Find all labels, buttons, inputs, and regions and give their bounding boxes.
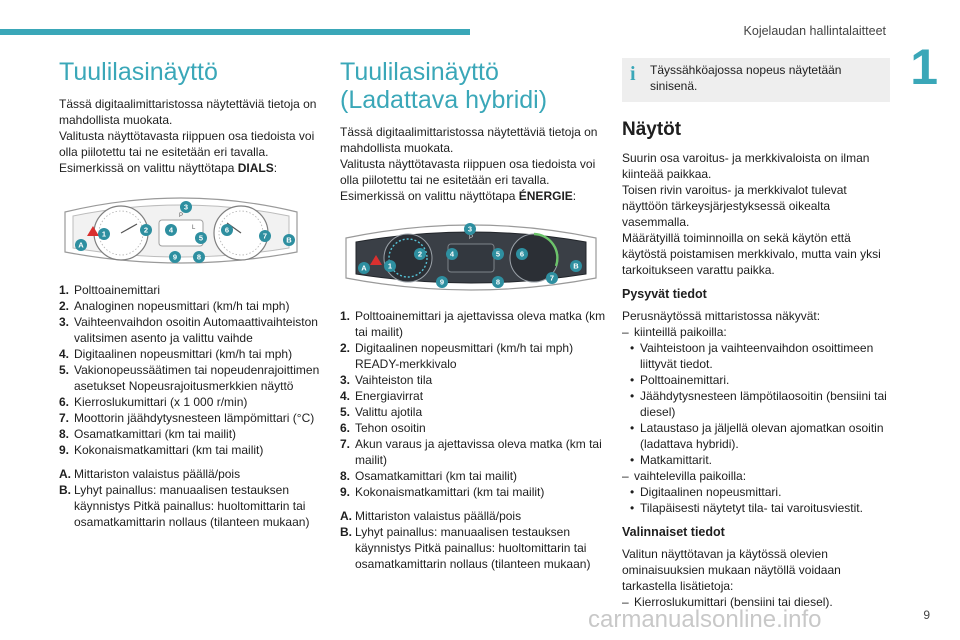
legend-list	[59, 282, 327, 458]
list-item: 3. Vaihteiston tila	[340, 373, 433, 387]
legend-list-letters	[59, 466, 327, 530]
list-item: 9. Kokonaismatkamittari (km tai mailit)	[340, 485, 545, 499]
marker-b: B	[286, 235, 292, 245]
marker-3: 3	[183, 202, 189, 212]
intro-line: Toisen rivin varoitus- ja merkkivalot tulevat näyttöön tärkeysjärjestyksessä oikealta vasemmalla.	[622, 183, 847, 229]
column-dials	[59, 58, 327, 530]
marker-6: 6	[519, 249, 525, 259]
marker-1: 1	[387, 261, 393, 271]
marker-9: 9	[172, 252, 178, 262]
marker-3: 3	[467, 224, 473, 234]
indicator-p: P	[179, 213, 184, 219]
bullet-item: • Lataustaso ja jäljellä olevan ajomatkan osoitin (ladattava hybridi).	[630, 421, 884, 451]
marker-a: A	[361, 263, 367, 273]
dash-item: – kiinteillä paikoilla:	[622, 325, 727, 339]
list-item: 1. Polttoainemittari ja ajettavissa oleva matka (km tai mailit)	[340, 309, 606, 339]
marker-8: 8	[196, 252, 202, 262]
list-item: 1. Polttoainemittari	[59, 283, 161, 297]
intro-line: Valitusta näyttötavasta riippuen osa tiedoista voi olla piilotettu tai ne esitetään eri tavalla.	[340, 157, 596, 187]
intro-line: Määrätyillä toiminnoilla on sekä käytön että käytöstä poistamisen merkkivalo, mutta vain yksi tarkoitukseen varattu paikka.	[622, 231, 881, 277]
sub-intro: Valitun näyttötavan ja käytössä olevien ominaisuuksien mukaan näytöllä voidaan tarkastella lisätietoja:	[622, 547, 841, 593]
indicator-p: P	[469, 235, 474, 241]
list-item: 4. Digitaalinen nopeusmittari (km/h tai mph)	[59, 347, 293, 361]
subheading-optional: Valinnaiset tiedot	[622, 525, 725, 539]
marker-4: 4	[168, 225, 174, 235]
cluster-illustration	[59, 190, 303, 270]
intro-line: Tässä digitaalimittaristossa näytettäviä tietoja on mahdollista muokata.	[340, 125, 598, 155]
list-item: 6. Kierroslukumittari (x 1 000 r/min)	[59, 395, 248, 409]
dash-item: – vaihtelevilla paikoilla:	[622, 469, 747, 483]
list-item: 3. Vaihteenvaihdon osoitin Automaattivaihteiston valitsimen asento ja valittu vaihde	[59, 315, 318, 345]
subheading-fixed: Pysyvät tiedot	[622, 287, 707, 301]
marker-5: 5	[198, 233, 204, 243]
bullet-item: • Vaihteistoon ja vaihteenvaihdon osoittimeen liittyvät tiedot.	[630, 341, 874, 371]
marker-5: 5	[495, 249, 501, 259]
bullet-item: • Matkamittarit.	[630, 453, 713, 467]
list-item: 5. Valittu ajotila	[340, 405, 423, 419]
column-displays	[622, 58, 890, 610]
list-item: A. Mittariston valaistus päällä/pois	[59, 467, 241, 481]
legend-list-letters	[340, 508, 608, 572]
list-item: 9. Kokonaismatkamittari (km tai mailit)	[59, 443, 264, 457]
list-item: 7. Moottorin jäähdytysnesteen lämpömittari (°C)	[59, 411, 315, 425]
dash-item: – Kierroslukumittari (bensiini tai diesel).	[622, 595, 833, 609]
column-energy	[340, 58, 608, 572]
marker-7: 7	[549, 273, 555, 283]
marker-2: 2	[143, 225, 149, 235]
list-item: 4. Energiavirrat	[340, 389, 424, 403]
marker-b: B	[573, 261, 579, 271]
intro-line: Suurin osa varoitus- ja merkkivaloista on ilman kiinteää paikkaa.	[622, 151, 870, 181]
running-header: Kojelaudan hallintalaitteet	[743, 24, 886, 38]
list-item: 8. Osamatkamittari (km tai mailit)	[340, 469, 518, 483]
list-item: 5. Vakionopeussäätimen tai nopeudenrajoittimen asetukset Nopeusrajoitusmerkkien näyttö	[59, 363, 320, 393]
cluster-diagram-dials	[59, 190, 327, 270]
marker-4: 4	[449, 249, 455, 259]
list-item: 7. Akun varaus ja ajettavissa oleva matka (km tai mailit)	[340, 437, 602, 467]
intro-line: Tässä digitaalimittaristossa näytettäviä tietoja on mahdollista muokata.	[59, 97, 317, 127]
page-number: 9	[923, 608, 930, 622]
list-item: 2. Digitaalinen nopeusmittari (km/h tai mph) READY-merkkivalo	[340, 341, 574, 371]
bullet-item: • Polttoainemittari.	[630, 373, 730, 387]
sub-intro: Perusnäytössä mittaristossa näkyvät:	[622, 309, 821, 323]
intro-line: Valitusta näyttötavasta riippuen osa tiedoista voi olla piilotettu tai ne esitetään eri tavalla.	[59, 129, 315, 159]
marker-8: 8	[495, 277, 501, 287]
list-item: A. Mittariston valaistus päällä/pois	[340, 509, 522, 523]
example-line: Esimerkissä on valittu näyttötapa DIALS:	[59, 161, 278, 175]
cluster-diagram-energy	[340, 218, 608, 296]
marker-a: A	[78, 240, 84, 250]
watermark-link[interactable]: carmanualsonline.info	[588, 606, 822, 633]
section-title: Tuulilasinäyttö (Ladattava hybridi)	[340, 58, 548, 114]
bullet-item: • Tilapäisesti näytetyt tila- tai varoitusviestit.	[630, 501, 863, 515]
indicator-l: L	[192, 225, 196, 231]
list-item: B. Lyhyt painallus: manuaalisen testauksen käynnistys Pitkä painallus: huoltomittarin tai osamatkamittarin nollaus (tilanteen mukaan)	[59, 483, 310, 529]
marker-6: 6	[224, 225, 230, 235]
list-item: 6. Tehon osoitin	[340, 421, 426, 435]
example-line: Esimerkissä on valittu näyttötapa ÉNERGIE:	[340, 189, 577, 203]
chapter-number: 1	[910, 39, 938, 95]
legend-list	[340, 308, 608, 500]
info-text: Täyssähköajossa nopeus näytetään sinisenä.	[650, 63, 842, 93]
header-accent-bar	[0, 29, 470, 35]
marker-9: 9	[439, 277, 445, 287]
info-icon: i	[630, 63, 636, 85]
list-item: 2. Analoginen nopeusmittari (km/h tai mph)	[59, 299, 290, 313]
bullet-item: • Jäähdytysnesteen lämpötilaosoitin (bensiini tai diesel)	[630, 389, 887, 419]
section-heading: Näytöt	[622, 119, 682, 140]
marker-1: 1	[101, 229, 107, 239]
list-item: 8. Osamatkamittari (km tai mailit)	[59, 427, 237, 441]
marker-7: 7	[262, 231, 268, 241]
cluster-illustration	[340, 218, 602, 296]
info-box	[622, 58, 890, 102]
list-item: B. Lyhyt painallus: manuaalisen testauksen käynnistys Pitkä painallus: huoltomittarin tai osamatkamittarin nollaus (tilanteen mukaan)	[340, 525, 591, 571]
bullet-item: • Digitaalinen nopeusmittari.	[630, 485, 782, 499]
marker-2: 2	[417, 249, 423, 259]
section-title: Tuulilasinäyttö	[59, 58, 218, 86]
